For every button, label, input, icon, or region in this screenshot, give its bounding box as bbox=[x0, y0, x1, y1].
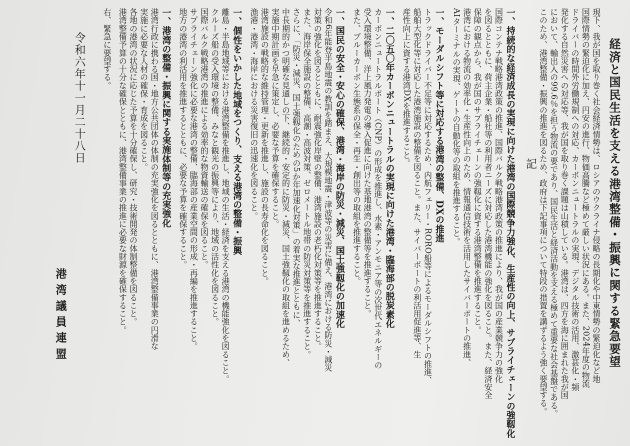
section-body-line: 保障の観点から、我が国のサプライチェーンの強靱化に資する港湾整備を推進すること。 bbox=[473, 8, 483, 334]
section-body-line: さらに、「防災・減災、国土強靱化のための5か年加速化対策」の着実な推進とともに、 bbox=[292, 8, 302, 328]
section-body-line: AIターミナルの実現、ゲートの自動化等の取組を推進すること。 bbox=[452, 8, 462, 246]
section-heading: 一、個性をいかした地域をつくり、支える港湾の整備・振興 bbox=[231, 8, 242, 256]
document-date: 令和六年十一月二十八日 bbox=[73, 32, 87, 164]
section-body-line: 港湾施設の戦略的な維持管理・更新を推進し、施設の長寿命化を図ること。 bbox=[260, 8, 270, 286]
section-body-line: 実施に必要な人材の確保・育成を図ること。 bbox=[139, 8, 149, 171]
section-body-line: 漁港・港湾・海岸における災害復旧の迅速化を図ること。 bbox=[249, 8, 259, 220]
section-body-line: 港湾整備予算の十分な確保とともに、港湾整備事業の推進に必要な財源を確保すること。 bbox=[118, 8, 128, 334]
section-body-line: クルーズ船の受入環境の整備、みなと観光の振興等により、地域の活性化を図ること。 bbox=[210, 8, 220, 326]
ki-marker: 記 bbox=[524, 158, 538, 170]
section-body-line: 中長期的かつ明確な見通しの下、継続的・安定的に防災・減災、国土強靱化の取組を進めるため、 bbox=[281, 8, 291, 367]
section-body-line: 国際バルク戦略港湾の推進による効率的な物資輸送の確保を図ること。 bbox=[199, 8, 209, 269]
section-body-line: トラックドライバー不足等に対応するため、内航フェリー・RORO船等によるモーダルシフトの推進、 bbox=[423, 8, 433, 385]
preamble-line: 現下、我が国を取り巻く社会経済情勢は、ロシアのウクライナ侵略の長期化や中東情勢の緊迫化など地 bbox=[592, 8, 601, 383]
section-heading: 一、国民の安全・安心の確保、港湾・海岸の防災・減災、国土強靱化の加速化 bbox=[333, 8, 344, 329]
section-body-line: を図るとともに、荷主企業・船社等の利用者ニーズに対応した港湾機能の強化を図ること。また、経済安全 bbox=[483, 8, 493, 400]
preamble-line: において、輸出入の99.6％を担う物流の要であり、国民生活と経済活動を支える極めて重要な社会基盤である。 bbox=[549, 8, 559, 418]
section-heading: 一、港湾の整備・振興に関する実施体制等の充実強化 bbox=[160, 8, 171, 228]
section-body-line: 受入環境整備、洋上風力発電の導入促進に向けた基地港湾の整備等を推進すること。 bbox=[363, 8, 373, 318]
preamble-line: 発化する自然災害への対応等、我が国を取り巻く課題は山積している。港湾は、四方を海に囲まれた我が国 bbox=[560, 8, 570, 400]
section-body-line: 港湾行政に携わる国・地方公共団体の体制の充実強化を図るとともに、港湾整備事業の円滑な bbox=[150, 8, 160, 351]
organization-name: 港湾議員連盟 bbox=[54, 268, 68, 364]
preamble-line: 国際情勢の緊迫化に加え、円安の進行、物価高騰など極めて厳しい状況にある。また、2024年度の物流 bbox=[581, 8, 591, 388]
section-body-line: 実施中期計画を早急に策定し、必要な予算を確保すること。 bbox=[270, 8, 280, 229]
section-body-line: 離島・半島地域等における港湾整備を推進し、地域の生活・経済を支える港湾の機能強化を図ること。 bbox=[221, 8, 231, 383]
section-body-line: サプライチェーン強化に必要な港湾の整備、臨海部の産業空間の形成・再編を推進すること。 bbox=[189, 8, 199, 351]
document-page bbox=[10, 8, 622, 438]
document-title: 経済と国民生活を支える港湾整備・振興に関する緊急要望 bbox=[608, 38, 622, 369]
preamble-line: ドライバーの時間外労働規制への対応、カーボンニュートラルの実現、デジタル技術の活用、激甚化・頻 bbox=[570, 8, 580, 392]
section-body-line: カーボンニュートラルポート（CNP）の形成を推進し、水素・アンモニア等の次世代エネルギーの bbox=[373, 8, 383, 370]
section-body-line: 対策の強化を図るとともに、耐震強化岸壁の整備、港湾施設の老朽化対策等を推進すること。 bbox=[313, 8, 323, 351]
section-body-line: 産性向上に資する港湾DXを推進すること。 bbox=[402, 8, 412, 168]
section-heading: 一、モーダルシフト等に対応する港湾の整備、DXの推進 bbox=[433, 8, 444, 243]
section-body-line: 港湾における物流の効率化・生産性向上のため、情報通信技術を活用したサイバーポートの推進、 bbox=[462, 8, 472, 367]
section-body-line: 令和6年能登半島地震の教訓を踏まえ、大規模地震・津波等の災害に備え、港湾における防災・減災 bbox=[323, 8, 333, 372]
section-body-line: また、海岸保全施設の整備、高潮・高波対策、ゼロメートル地帯の防災対策等を推進すること。 bbox=[302, 8, 312, 359]
section-body-line: 各地の港湾の状況に応じた予算を十分確保し、研究・技術開発の体制整備を図ること。 bbox=[129, 8, 138, 326]
section-body-line: 地方の港湾の利活用を推進するとともに、必要な予算を確保すること。 bbox=[178, 8, 188, 269]
section-body-line: また、ブルーカーボン生態系の保全・再生・創出等の取組を推進すること。 bbox=[352, 8, 362, 286]
section-body-line: 国際コンテナ戦略港湾政策の推進、国際バルク戦略港湾政策の推進により、我が国の産業競争力の強化 bbox=[494, 8, 504, 383]
preamble-line: このため、港湾整備・振興の推進を図るため、政府は下記事項について特段の措置を講ずるよう強く要望する。 bbox=[539, 8, 549, 416]
section-body-line: 船舶大型化等に対応した港湾施設の整備を図ること。また、サイバーポートの利活用促進等、生 bbox=[412, 8, 422, 359]
section-heading: 一、二〇五〇年カーボンニュートラルの実現に向けた港湾・臨海部の脱炭素化 bbox=[383, 8, 394, 329]
closing-statement: 右、緊急に要望する。 bbox=[102, 8, 112, 90]
section-heading: 一、持続的な経済成長の実現に向けた港湾の国際競争力強化、生産性の向上、サプライチェーンの強靱化 bbox=[504, 8, 515, 438]
